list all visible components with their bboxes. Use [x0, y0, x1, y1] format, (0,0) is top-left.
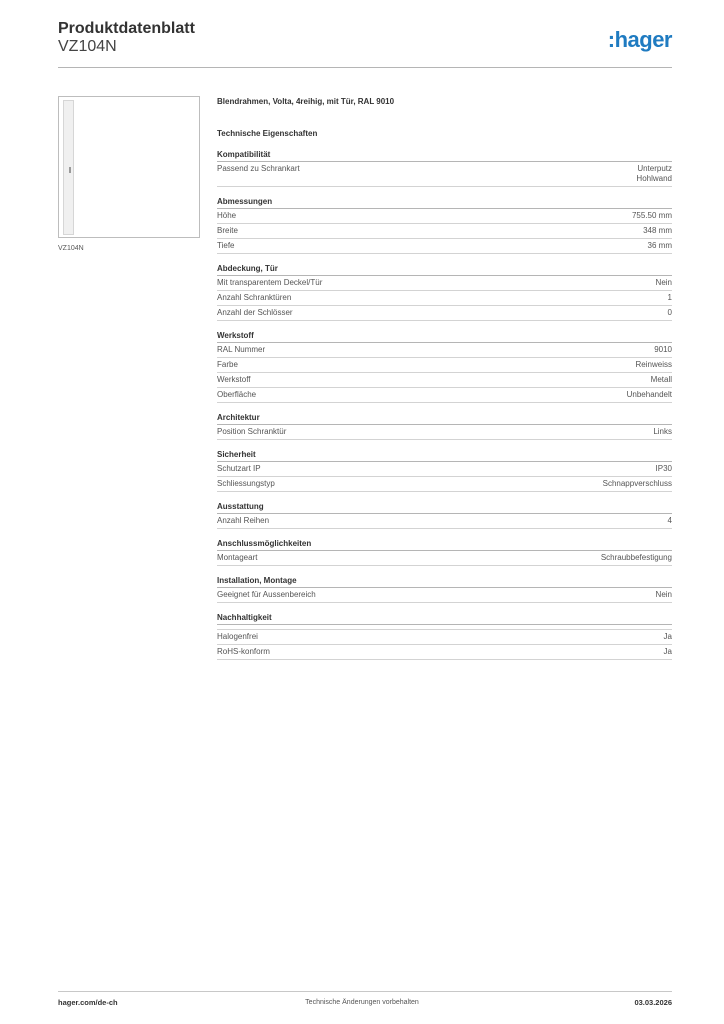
- door-handle-illustration: [69, 167, 71, 173]
- property-label: RoHS-konform: [217, 647, 270, 656]
- property-value: Ja: [663, 647, 672, 656]
- property-value: Ja: [663, 632, 672, 641]
- property-value: 348 mm: [643, 226, 672, 235]
- property-value: Unbehandelt: [626, 390, 672, 399]
- property-label: Anzahl Schranktüren: [217, 293, 292, 302]
- property-label: Passend zu Schrankart: [217, 164, 300, 173]
- section-heading: Anschlussmöglichkeiten: [217, 539, 672, 551]
- section-heading: Architektur: [217, 413, 672, 425]
- section-heading: Ausstattung: [217, 502, 672, 514]
- property-value: Schraubbefestigung: [600, 553, 672, 562]
- property-value: Schnappverschluss: [602, 479, 672, 488]
- property-row: [217, 551, 672, 566]
- property-section: [217, 331, 672, 403]
- section-heading: Nachhaltigkeit: [217, 613, 672, 625]
- property-label: Mit transparentem Deckel/Tür: [217, 278, 323, 287]
- property-sections: [217, 150, 672, 660]
- footer-disclaimer: Technische Änderungen vorbehalten: [305, 999, 419, 1006]
- technical-properties-heading: Technische Eigenschaften: [217, 129, 318, 138]
- section-heading: Abmessungen: [217, 197, 672, 209]
- hager-logo[interactable]: :hager: [607, 27, 672, 52]
- property-label: Werkstoff: [217, 375, 251, 384]
- property-row: [217, 373, 672, 388]
- property-value: Unterputz Hohlwand: [636, 164, 672, 183]
- property-label: Halogenfrei: [217, 632, 258, 641]
- property-row: [217, 358, 672, 373]
- property-label: RAL Nummer: [217, 345, 266, 354]
- property-section: [217, 502, 672, 529]
- document-title: Produktdatenblatt: [58, 20, 195, 37]
- property-row: [217, 388, 672, 403]
- property-section: [217, 413, 672, 440]
- property-value: 4: [667, 516, 672, 525]
- property-row: [217, 462, 672, 477]
- property-row: [217, 239, 672, 254]
- property-row: [217, 276, 672, 291]
- footer-website-link[interactable]: hager.com/de-ch: [58, 998, 118, 1007]
- property-label: Geeignet für Aussenbereich: [217, 590, 316, 599]
- property-label: Montageart: [217, 553, 258, 562]
- property-row: [217, 514, 672, 529]
- section-heading: Sicherheit: [217, 450, 672, 462]
- property-row: [217, 343, 672, 358]
- property-label: Farbe: [217, 360, 238, 369]
- footer-divider: [58, 991, 672, 992]
- property-label: Tiefe: [217, 241, 235, 250]
- property-row: [217, 209, 672, 224]
- property-value: Nein: [655, 590, 672, 599]
- product-title: Blendrahmen, Volta, 4reihig, mit Tür, RAL 9010: [217, 97, 395, 106]
- section-heading: Werkstoff: [217, 331, 672, 343]
- property-label: Schliessungstyp: [217, 479, 275, 488]
- property-section: [217, 197, 672, 254]
- property-section: [217, 264, 672, 321]
- footer-date: 03.03.2026: [634, 998, 672, 1007]
- property-row: [217, 291, 672, 306]
- property-value: 0: [667, 308, 672, 317]
- image-caption: VZ104N: [58, 245, 84, 252]
- property-row: [217, 645, 672, 660]
- property-row: [217, 630, 672, 645]
- door-panel-illustration: [63, 100, 74, 235]
- property-value: Reinweiss: [635, 360, 672, 369]
- section-heading: Kompatibilität: [217, 150, 672, 162]
- property-row: [217, 588, 672, 603]
- property-value: 36 mm: [647, 241, 672, 250]
- property-label: Höhe: [217, 211, 237, 220]
- property-value: 1: [667, 293, 672, 302]
- property-label: Position Schranktür: [217, 427, 287, 436]
- property-value: 755.50 mm: [631, 211, 672, 220]
- section-heading: Installation, Montage: [217, 576, 672, 588]
- property-row: [217, 425, 672, 440]
- property-label: Schutzart IP: [217, 464, 261, 473]
- property-row: [217, 224, 672, 239]
- property-value: Metall: [650, 375, 672, 384]
- product-code: VZ104N: [58, 38, 117, 55]
- property-section: [217, 539, 672, 566]
- property-value: Nein: [655, 278, 672, 287]
- product-details: [217, 96, 672, 660]
- product-image: [58, 96, 200, 238]
- property-label: Oberfläche: [217, 390, 257, 399]
- property-row: [217, 306, 672, 321]
- property-section: [217, 150, 672, 187]
- property-label: Anzahl Reihen: [217, 516, 270, 525]
- property-row: [217, 162, 672, 187]
- property-section: [217, 576, 672, 603]
- property-label: Anzahl der Schlösser: [217, 308, 293, 317]
- property-section: [217, 450, 672, 492]
- property-label: Breite: [217, 226, 238, 235]
- section-heading: Abdeckung, Tür: [217, 264, 672, 276]
- property-value: IP30: [655, 464, 672, 473]
- header-divider: [58, 67, 672, 68]
- property-value: 9010: [654, 345, 672, 354]
- property-value: Links: [653, 427, 672, 436]
- property-section: [217, 613, 672, 660]
- property-row: [217, 477, 672, 492]
